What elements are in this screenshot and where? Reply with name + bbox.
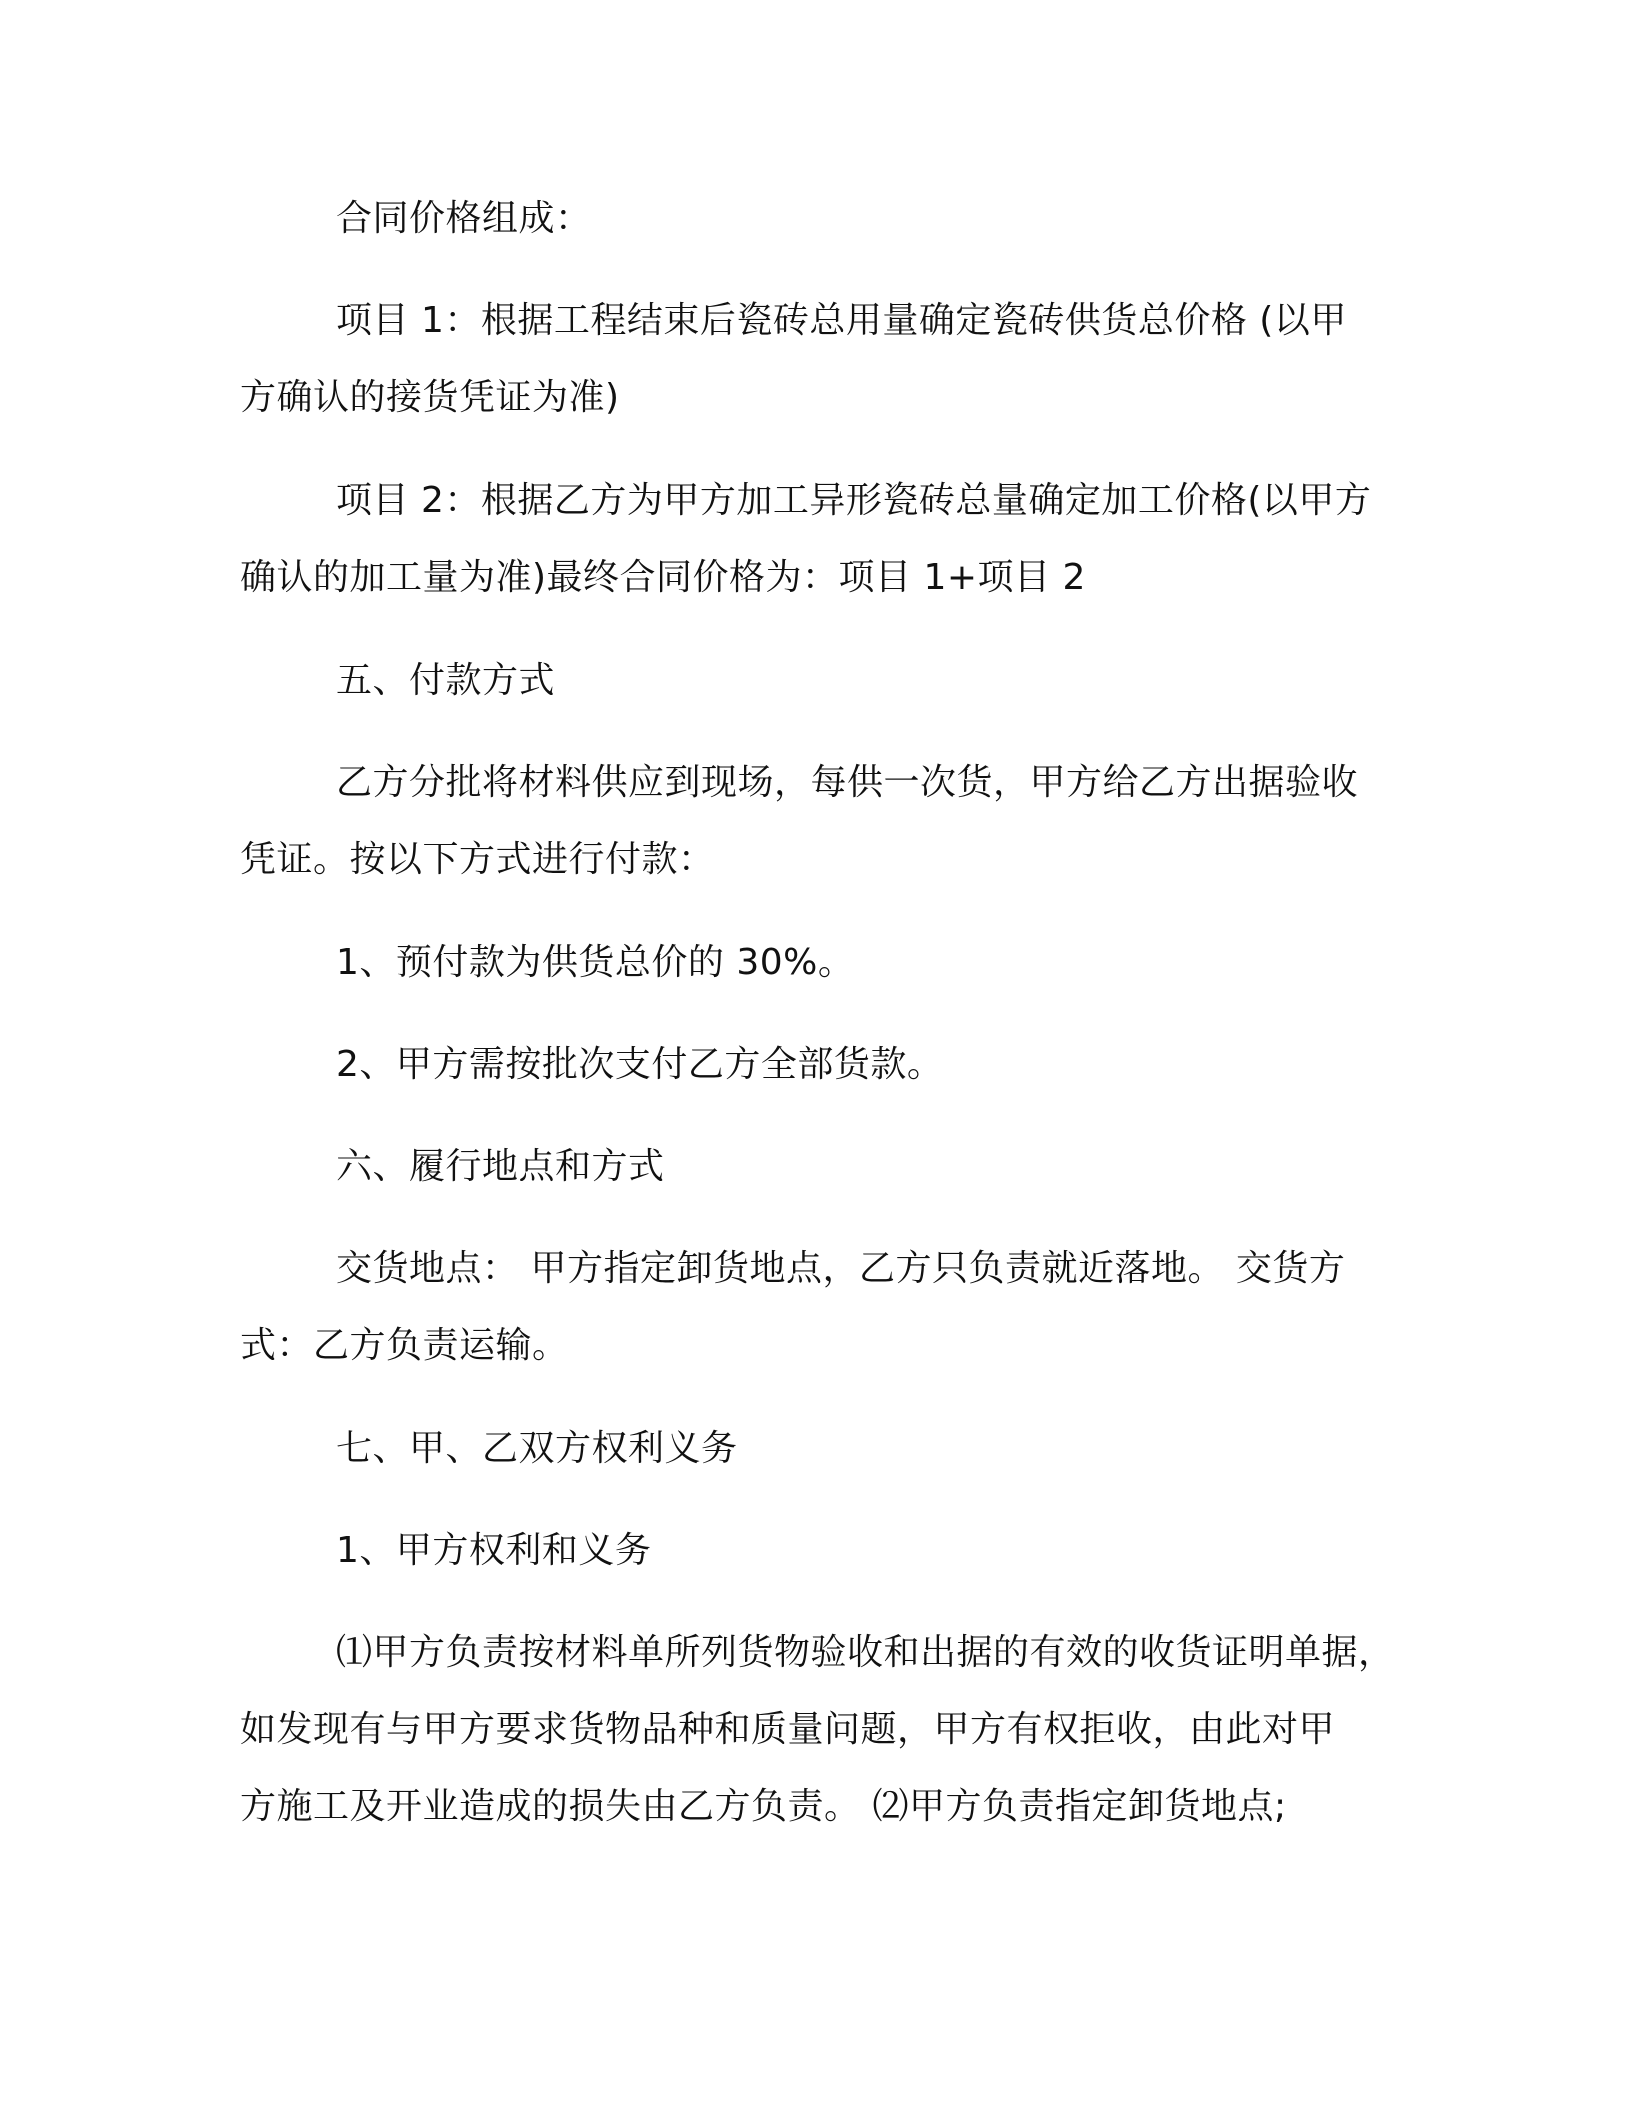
section-7-heading [240, 1410, 1400, 1487]
text-line: 1、预付款为供货总价的 30%。 [336, 942, 855, 983]
text-line: 方施工及开业造成的损失由乙方负责。 ⑵甲方负责指定卸货地点; [240, 1786, 1287, 1827]
party-a-rights-heading [240, 1512, 1400, 1589]
text-line: 五、付款方式 [336, 660, 556, 701]
section-6-heading [240, 1128, 1400, 1205]
text-line: 确认的加工量为准)最终合同价格为：项目 1+项目 2 [240, 557, 1086, 598]
section-5-heading [240, 642, 1400, 719]
text-line: 项目 2：根据乙方为甲方加工异形瓷砖总量确定加工价格(以甲方 [336, 480, 1372, 521]
text-line: ⑴甲方负责按材料单所列货物验收和出据的有效的收货证明单据， [336, 1632, 1395, 1673]
text-line: 七、甲、乙双方权利义务 [336, 1428, 738, 1469]
text-line: 2、甲方需按批次支付乙方全部货款。 [336, 1044, 944, 1085]
text-line: 合同价格组成： [336, 198, 592, 239]
paragraph-delivery [240, 1230, 1400, 1384]
paragraph-payment-intro [240, 744, 1400, 898]
text-line: 式：乙方负责运输。 [240, 1325, 569, 1366]
text-line: 方确认的接货凭证为准) [240, 377, 620, 418]
text-line: 项目 1：根据工程结束后瓷砖总用量确定瓷砖供货总价格 (以甲 [336, 300, 1347, 341]
paragraph-contract-price-composition [240, 180, 1400, 257]
paragraph-item-2 [240, 462, 1400, 616]
paragraph-payment-1 [240, 924, 1400, 1001]
paragraph-party-a-clause-1 [240, 1614, 1400, 1845]
text-line: 凭证。按以下方式进行付款： [240, 839, 715, 880]
text-line: 乙方分批将材料供应到现场，每供一次货，甲方给乙方出据验收 [336, 762, 1359, 803]
paragraph-payment-2 [240, 1026, 1400, 1103]
text-line: 1、甲方权利和义务 [336, 1530, 652, 1571]
text-line: 六、履行地点和方式 [336, 1146, 665, 1187]
paragraph-item-1 [240, 282, 1400, 436]
text-line: 交货地点： 甲方指定卸货地点，乙方只负责就近落地。 交货方 [336, 1248, 1346, 1289]
text-line: 如发现有与甲方要求货物品种和质量问题，甲方有权拒收，由此对甲 [240, 1709, 1336, 1750]
